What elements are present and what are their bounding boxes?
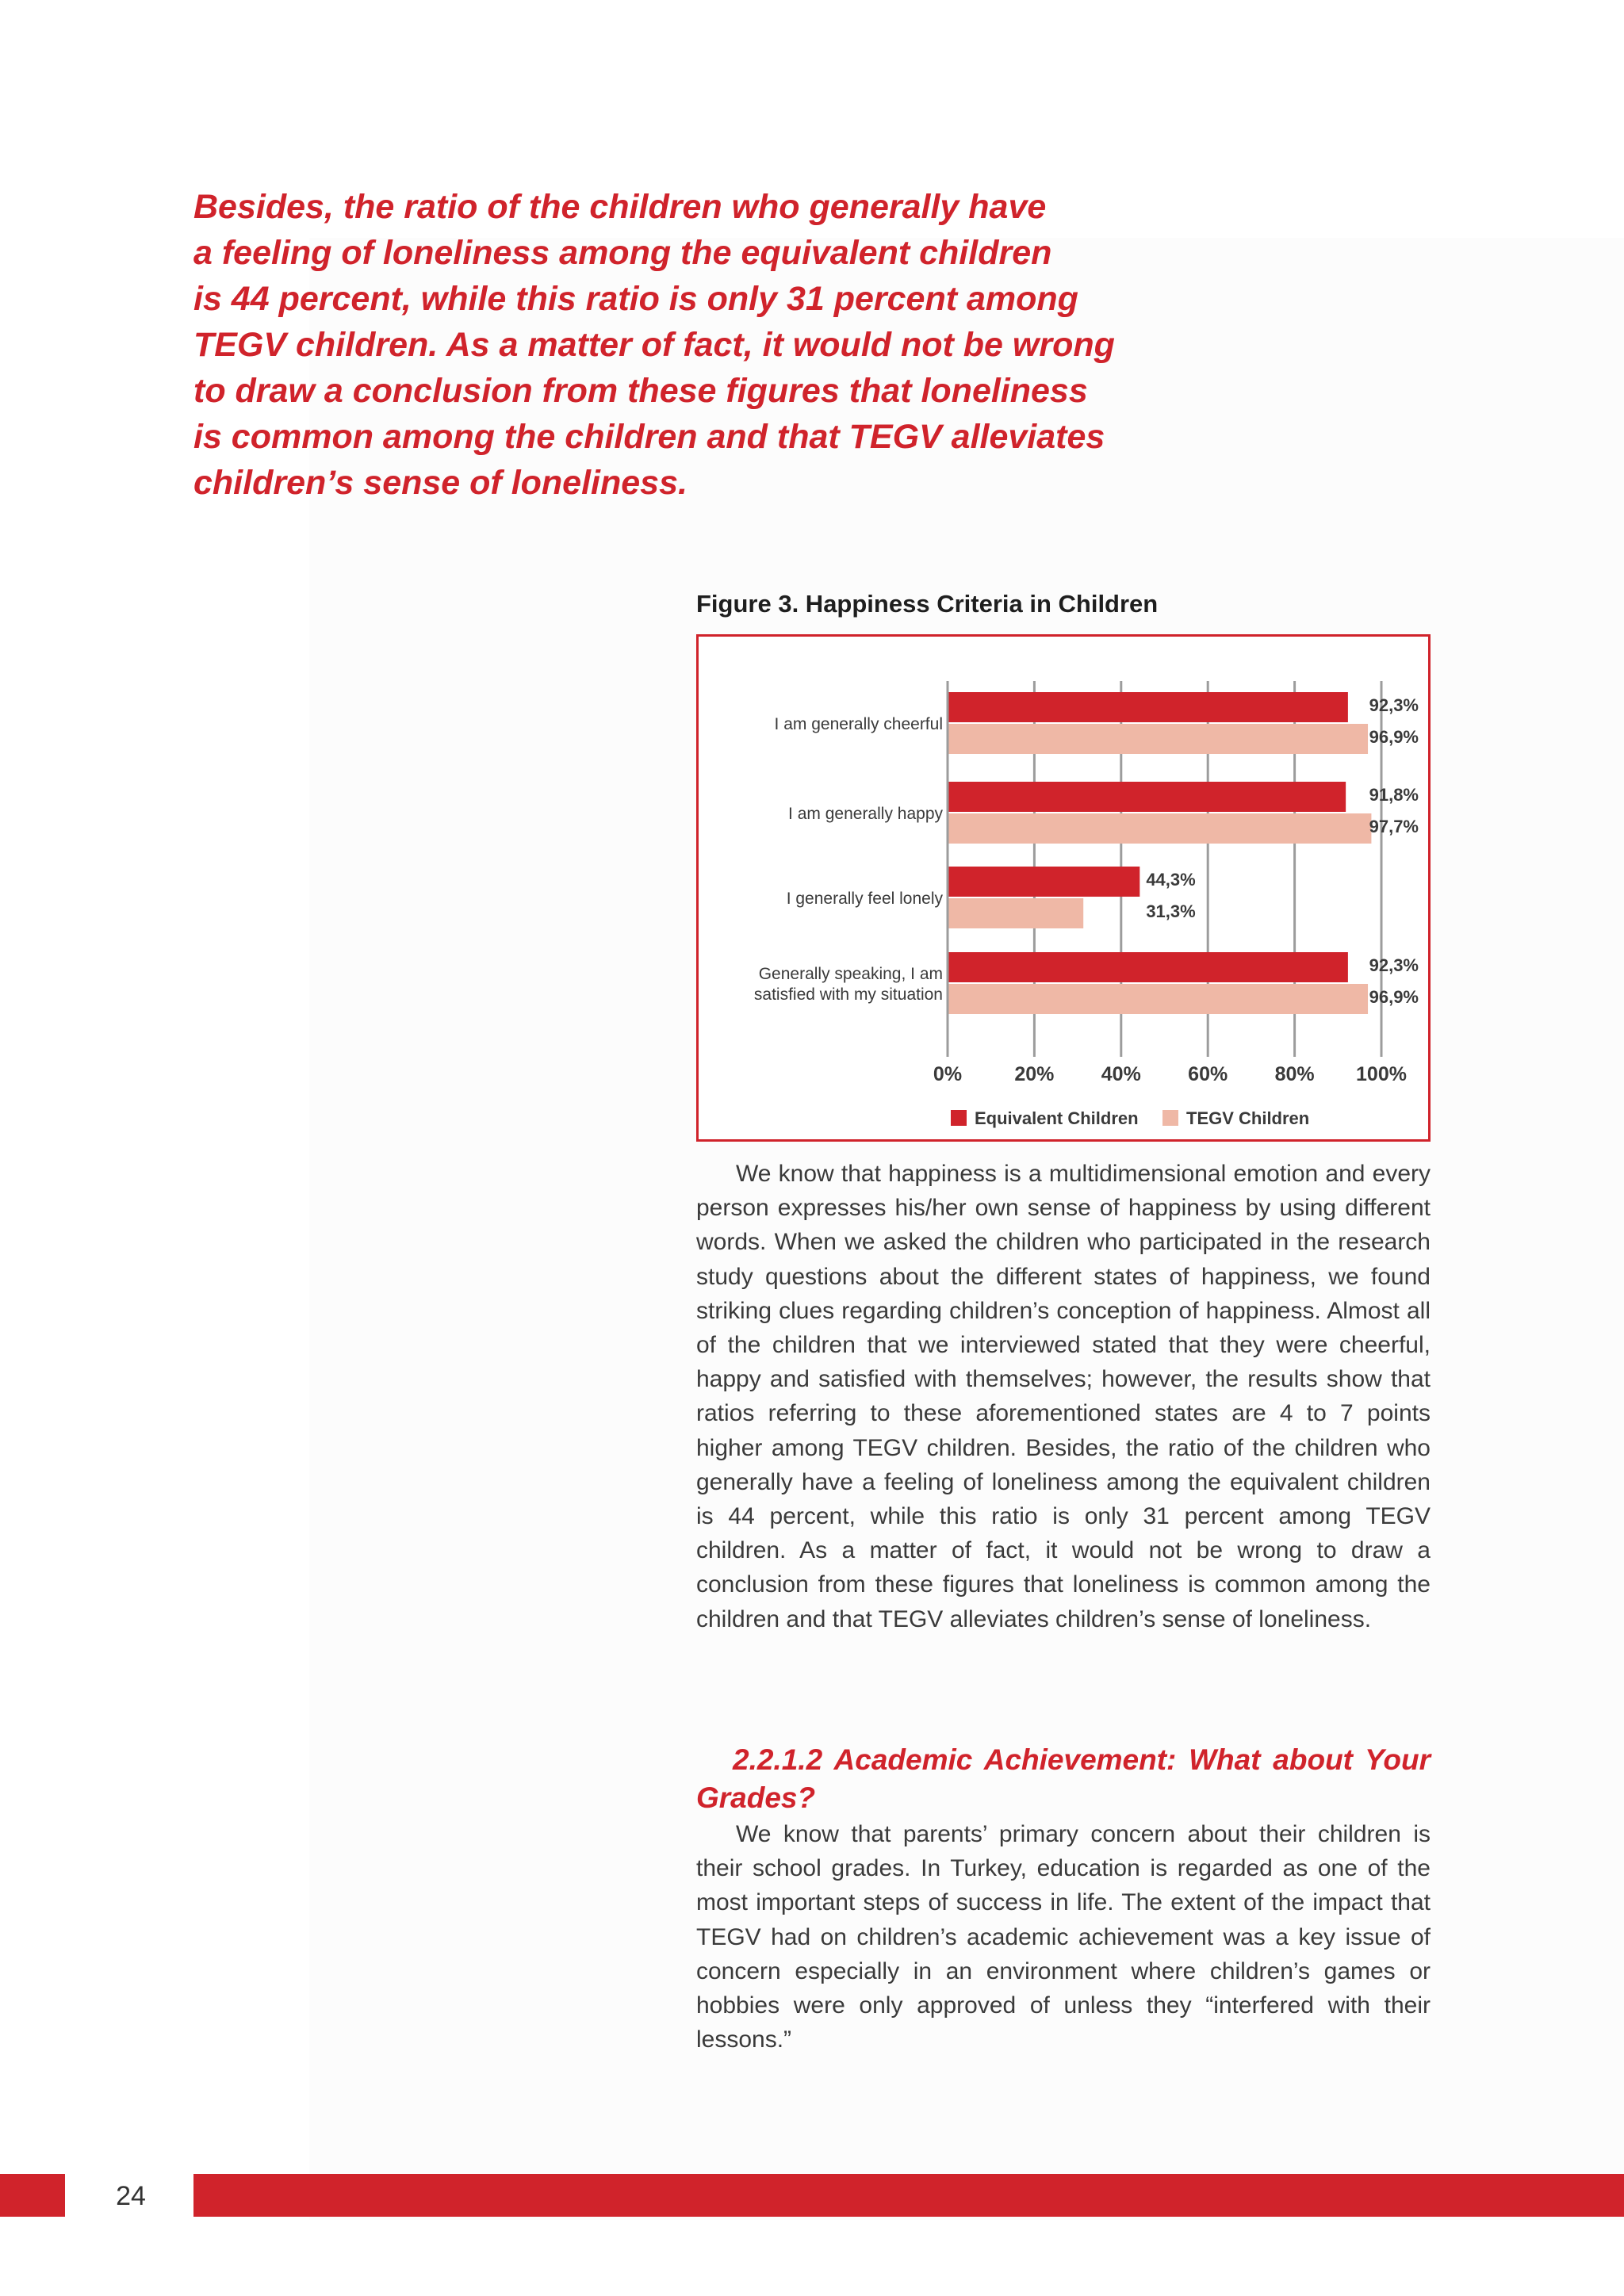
x-tick-label: 60%: [1188, 1063, 1228, 1085]
data-label: 31,3%: [1146, 901, 1196, 921]
pull-quote-line: a feeling of loneliness among the equivalent children: [193, 234, 1052, 272]
page-number: 24: [116, 2181, 146, 2211]
data-label: 44,3%: [1146, 870, 1196, 890]
section-heading-academic: 2.2.1.2 Academic Achievement: What about Your Grades?: [696, 1743, 1431, 1814]
body-paragraph-grades: We know that parents’ primary concern about their children is their school grades. In Turkey, education is regarded as one of the most important steps of success in life. The extent of the impact that TEGV had on children’s academic achievement was a key issue of concern especially in an environment where children’s games or hobbies were only approved of unless they “interfered with their lessons.”: [696, 1821, 1431, 2053]
bar-equivalent: [948, 867, 1139, 897]
data-label: 92,3%: [1369, 955, 1419, 975]
category-label: I am generally happy: [788, 805, 943, 823]
legend-swatch-tegv: [1162, 1110, 1178, 1126]
data-label: 97,7%: [1369, 817, 1419, 836]
body-paragraph-happiness: We know that happiness is a multidimensional emotion and every person expresses his/her own sense of happiness by using different words. When we asked the children who participated in the research study questions about the different states of happiness, we found striking clues regarding children’s conception of happiness. Almost all of the children that we interviewed stated that they were cheerful, happy and satisfied with themselves; however, the results show that ratios referring to these aforementioned states are 4 to 7 points higher among TEGV children. Besides, the ratio of the children who generally have a feeling of loneliness among the equivalent children is 44 percent, while this ratio is only 31 percent among TEGV children. As a matter of fact, it would not be wrong to draw a conclusion from these figures that loneliness is common among the children and that TEGV alleviates children’s sense of loneliness.: [696, 1161, 1431, 1632]
pull-quote-line: children’s sense of loneliness.: [193, 464, 688, 502]
category-label: I am generally cheerful: [774, 715, 943, 733]
pull-quote-line: is 44 percent, while this ratio is only 31 percent among: [193, 280, 1078, 318]
x-tick-label: 40%: [1101, 1063, 1141, 1085]
bar-equivalent: [948, 952, 1348, 982]
data-label: 91,8%: [1369, 785, 1419, 805]
data-label: 92,3%: [1369, 695, 1419, 715]
happiness-chart: [696, 634, 1431, 1142]
legend-label-tegv: TEGV Children: [1186, 1108, 1310, 1128]
chart-canvas: [699, 637, 1428, 1139]
category-label: Generally speaking, I am: [758, 965, 943, 983]
pull-quote-line: to draw a conclusion from these figures that loneliness: [193, 372, 1088, 410]
category-label: I generally feel lonely: [786, 890, 943, 908]
x-tick-label: 20%: [1014, 1063, 1055, 1085]
x-tick-label: 100%: [1356, 1063, 1407, 1085]
data-label: 96,9%: [1369, 727, 1419, 747]
legend-swatch-equivalent: [951, 1110, 967, 1126]
pull-quote-line: Besides, the ratio of the children who generally have: [193, 188, 1047, 226]
x-tick-label: 80%: [1274, 1063, 1315, 1085]
footer-accent-block: [0, 2174, 65, 2217]
data-label: 96,9%: [1369, 987, 1419, 1007]
bar-tegv: [948, 898, 1083, 928]
bar-tegv: [948, 724, 1368, 754]
bar-tegv: [948, 984, 1368, 1014]
pull-quote-line: is common among the children and that TEGV alleviates: [193, 418, 1105, 456]
bar-equivalent: [948, 782, 1346, 812]
legend-label-equivalent: Equivalent Children: [975, 1108, 1139, 1128]
bar-tegv: [948, 813, 1371, 844]
pull-quote-line: TEGV children. As a matter of fact, it would not be wrong: [193, 326, 1115, 364]
x-tick-label: 0%: [933, 1063, 963, 1085]
bar-equivalent: [948, 692, 1348, 722]
figure-caption: Figure 3. Happiness Criteria in Children: [696, 590, 1159, 618]
footer-accent-bar: [193, 2174, 1624, 2217]
category-label: satisfied with my situation: [753, 985, 943, 1004]
pull-quote: [193, 184, 1129, 506]
